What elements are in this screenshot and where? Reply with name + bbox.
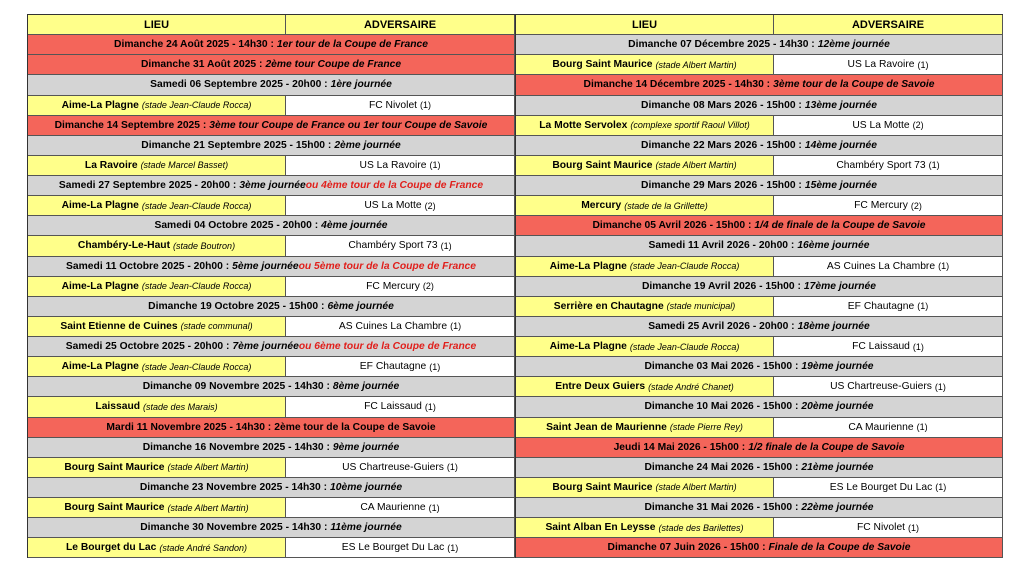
venue-stadium: (stade Jean-Claude Rocca)	[141, 281, 252, 292]
venue-cell	[28, 96, 286, 115]
date-cell	[516, 498, 1003, 517]
venue-place: Serrière en Chautagne	[553, 300, 664, 312]
match-date: Dimanche 08 Mars 2026 - 15h00 :	[641, 99, 802, 111]
opponent-cell	[774, 196, 1003, 215]
opponent-cell	[774, 55, 1003, 74]
match-label: 2ème journée	[334, 139, 401, 151]
venue-cell	[516, 478, 774, 497]
date-row	[28, 518, 515, 538]
venue-stadium: (stade communal)	[180, 321, 253, 332]
opponent-count: (2)	[424, 200, 436, 211]
date-row	[516, 176, 1003, 196]
venue-stadium: (stade Jean-Claude Rocca)	[141, 361, 252, 372]
match-label: 6ème journée	[327, 300, 394, 312]
match-label: 5ème journée	[232, 260, 299, 272]
opponent-name: ES Le Bourget Du Lac	[829, 481, 933, 493]
venue-cell	[516, 196, 774, 215]
opponent-name: US La Motte	[364, 200, 422, 212]
date-row	[516, 277, 1003, 297]
date-cell	[516, 438, 1003, 457]
match-date: Dimanche 24 Août 2025 - 14h30 :	[114, 39, 274, 51]
match-row	[516, 257, 1003, 277]
date-cell	[28, 297, 515, 316]
opponent-count: (1)	[917, 59, 929, 70]
date-cell	[28, 55, 515, 74]
venue-cell	[516, 257, 774, 276]
date-row	[28, 116, 515, 136]
venue-place: Le Bourget du Lac	[65, 542, 157, 554]
opponent-name: US Chartreuse-Guiers	[342, 461, 444, 473]
opponent-name: Chambéry Sport 73	[348, 240, 438, 252]
opponent-cell	[286, 96, 515, 115]
opponent-cell	[774, 257, 1003, 276]
date-cell	[28, 418, 515, 437]
match-label: 8ème journée	[332, 381, 400, 393]
header-adversaire: ADVERSAIRE	[774, 15, 1003, 34]
opponent-name: AS Cuines La Chambre	[338, 320, 448, 332]
match-date: Mardi 11 Novembre 2025 - 14h30 :	[106, 421, 272, 433]
match-date: Dimanche 24 Mai 2026 - 15h00 :	[644, 461, 799, 473]
match-label: 13ème journée	[804, 99, 877, 111]
venue-place: Saint Etienne de Cuines	[60, 320, 178, 332]
match-date: Samedi 25 Avril 2026 - 20h00 :	[648, 320, 795, 332]
venue-cell	[28, 357, 286, 376]
match-date: Samedi 27 Septembre 2025 - 20h00 :	[58, 180, 237, 192]
match-label: Finale de la Coupe de Savoie	[768, 542, 911, 554]
venue-place: La Motte Servolex	[539, 119, 628, 131]
match-label: 1/2 finale de la Coupe de Savoie	[748, 441, 905, 453]
venue-stadium: (stade des Marais)	[143, 401, 218, 412]
opponent-count: (1)	[916, 422, 928, 433]
date-cell	[28, 478, 515, 497]
date-cell	[28, 176, 515, 195]
date-cell	[516, 277, 1003, 296]
venue-cell	[28, 317, 286, 336]
venue-stadium: (stade André Sandon)	[159, 542, 248, 553]
date-cell	[516, 357, 1003, 376]
venue-place: Bourg Saint Maurice	[552, 59, 653, 71]
date-row	[516, 498, 1003, 518]
match-row	[28, 317, 515, 337]
match-label: 1ère journée	[330, 79, 392, 91]
venue-stadium: (stade Marcel Basset)	[140, 160, 229, 171]
match-extra: ou 5ème tour de la Coupe de France	[298, 260, 476, 272]
opponent-cell	[774, 518, 1003, 537]
opponent-count: (2)	[912, 120, 924, 131]
venue-stadium: (stade Albert Martin)	[655, 59, 737, 70]
match-date: Samedi 11 Octobre 2025 - 20h00 :	[66, 260, 230, 272]
opponent-cell	[774, 478, 1003, 497]
date-row	[516, 317, 1003, 337]
opponent-cell	[774, 337, 1003, 356]
opponent-cell	[774, 377, 1003, 396]
date-cell	[516, 317, 1003, 336]
opponent-name: FC Mercury	[366, 280, 420, 292]
opponent-name: ES Le Bourget Du Lac	[341, 542, 445, 554]
match-label: 2ème tour de la Coupe de Savoie	[274, 421, 436, 433]
date-row	[516, 438, 1003, 458]
match-label: 14ème journée	[804, 139, 877, 151]
venue-cell	[516, 337, 774, 356]
match-date: Dimanche 09 Novembre 2025 - 14h30 :	[142, 381, 330, 393]
date-row	[516, 397, 1003, 417]
match-row	[516, 196, 1003, 216]
match-label: 18ème journée	[797, 320, 870, 332]
venue-place: Aime-La Plagne	[549, 341, 627, 353]
schedule-rows-right	[516, 35, 1003, 558]
opponent-name: FC Laissaud	[852, 341, 910, 353]
date-cell	[516, 397, 1003, 416]
opponent-count: (1)	[450, 321, 462, 332]
date-cell	[28, 257, 515, 276]
date-cell	[516, 216, 1003, 235]
match-row	[28, 196, 515, 216]
venue-cell	[516, 377, 774, 396]
match-date: Dimanche 14 Décembre 2025 - 14h30 :	[583, 79, 771, 91]
date-cell	[28, 136, 515, 155]
venue-place: Bourg Saint Maurice	[64, 461, 165, 473]
opponent-name: CA Maurienne	[848, 421, 914, 433]
date-cell	[28, 438, 515, 457]
match-date: Samedi 11 Avril 2026 - 20h00 :	[648, 240, 795, 252]
match-label: 2ème tour Coupe de France	[265, 59, 402, 71]
opponent-count: (2)	[422, 281, 434, 292]
date-cell	[516, 176, 1003, 195]
date-row	[516, 96, 1003, 116]
match-row	[28, 236, 515, 256]
match-row	[516, 418, 1003, 438]
date-row	[516, 75, 1003, 95]
schedule-table-left	[27, 14, 515, 558]
date-row	[516, 236, 1003, 256]
venue-cell	[516, 55, 774, 74]
date-cell	[516, 236, 1003, 255]
date-row	[28, 297, 515, 317]
schedule-table-right	[515, 14, 1003, 558]
opponent-name: US Chartreuse-Guiers	[830, 381, 932, 393]
opponent-name: FC Nivolet	[856, 522, 906, 534]
match-date: Dimanche 21 Septembre 2025 - 15h00 :	[141, 139, 332, 151]
opponent-name: Chambéry Sport 73	[836, 159, 926, 171]
date-cell	[516, 538, 1003, 557]
venue-stadium: (stade Albert Martin)	[167, 462, 249, 473]
date-row	[28, 257, 515, 277]
opponent-count: (1)	[447, 542, 459, 553]
venue-place: Bourg Saint Maurice	[552, 481, 653, 493]
venue-cell	[516, 297, 774, 316]
match-date: Dimanche 03 Mai 2026 - 15h00 :	[644, 361, 799, 373]
header-adversaire: ADVERSAIRE	[286, 15, 515, 34]
match-row	[516, 377, 1003, 397]
opponent-count: (1)	[928, 160, 940, 171]
opponent-name: AS Cuines La Chambre	[826, 260, 936, 272]
venue-stadium: (complexe sportif Raoul Villot)	[630, 120, 750, 131]
venue-place: Aime-La Plagne	[61, 280, 139, 292]
match-date: Dimanche 31 Août 2025 :	[140, 59, 263, 71]
venue-place: Saint Jean de Maurienne	[546, 421, 667, 433]
venue-stadium: (stade Albert Martin)	[167, 502, 249, 513]
date-cell	[516, 458, 1003, 477]
date-cell	[28, 337, 515, 356]
match-label: 10ème journée	[330, 481, 403, 493]
opponent-count: (1)	[934, 381, 946, 392]
match-date: Dimanche 29 Mars 2026 - 15h00 :	[641, 180, 802, 192]
match-label: 4ème journée	[321, 220, 388, 232]
venue-cell	[28, 538, 286, 557]
date-cell	[516, 35, 1003, 54]
opponent-cell	[286, 196, 515, 215]
venue-stadium: (stade des Barilettes)	[658, 522, 744, 533]
match-label: 15ème journée	[804, 180, 877, 192]
venue-place: Chambéry-Le-Haut	[77, 240, 171, 252]
venue-stadium: (stade Jean-Claude Rocca)	[141, 100, 252, 111]
match-label: 1er tour de la Coupe de France	[276, 39, 428, 51]
date-cell	[28, 116, 515, 135]
venue-stadium: (stade André Chanet)	[648, 381, 734, 392]
date-row	[28, 438, 515, 458]
match-date: Dimanche 07 Décembre 2025 - 14h30 :	[628, 39, 815, 51]
match-date: Dimanche 10 Mai 2026 - 15h00 :	[644, 401, 799, 413]
venue-cell	[28, 156, 286, 175]
date-row	[28, 75, 515, 95]
venue-place: Aime-La Plagne	[549, 260, 627, 272]
match-label: 16ème journée	[797, 240, 870, 252]
opponent-cell	[286, 538, 515, 557]
venue-cell	[28, 236, 286, 255]
venue-cell	[516, 418, 774, 437]
date-row	[28, 418, 515, 438]
match-date: Dimanche 19 Octobre 2025 - 15h00 :	[148, 300, 325, 312]
opponent-name: US La Ravoire	[359, 159, 427, 171]
opponent-name: US La Motte	[852, 119, 910, 131]
match-label: 21ème journée	[801, 461, 874, 473]
opponent-count: (1)	[429, 361, 441, 372]
opponent-count: (1)	[917, 301, 929, 312]
opponent-count: (1)	[429, 160, 441, 171]
match-date: Samedi 04 Octobre 2025 - 20h00 :	[154, 220, 319, 232]
venue-stadium: (stade Jean-Claude Rocca)	[141, 200, 252, 211]
date-row	[516, 357, 1003, 377]
venue-place: Bourg Saint Maurice	[552, 159, 653, 171]
date-row	[28, 337, 515, 357]
venue-cell	[28, 498, 286, 517]
date-row	[28, 478, 515, 498]
opponent-count: (1)	[440, 240, 452, 251]
match-row	[516, 116, 1003, 136]
match-row	[28, 277, 515, 297]
opponent-count: (1)	[935, 482, 947, 493]
date-row	[28, 176, 515, 196]
match-row	[516, 297, 1003, 317]
match-row	[28, 397, 515, 417]
match-row	[28, 96, 515, 116]
opponent-cell	[286, 458, 515, 477]
date-row	[516, 136, 1003, 156]
venue-place: Laissaud	[95, 401, 141, 413]
match-label: 1/4 de finale de la Coupe de Savoie	[754, 220, 926, 232]
date-cell	[28, 75, 515, 94]
venue-place: La Ravoire	[84, 159, 138, 171]
opponent-cell	[774, 418, 1003, 437]
opponent-count: (1)	[938, 261, 950, 272]
date-row	[516, 538, 1003, 558]
opponent-cell	[286, 498, 515, 517]
match-date: Dimanche 31 Mai 2026 - 15h00 :	[644, 502, 799, 514]
venue-cell	[28, 458, 286, 477]
opponent-count: (1)	[908, 522, 920, 533]
match-label: 22ème journée	[801, 502, 874, 514]
date-cell	[516, 75, 1003, 94]
header-row	[28, 15, 515, 35]
match-label: 12ème journée	[817, 39, 890, 51]
venue-cell	[516, 518, 774, 537]
match-date: Jeudi 14 Mai 2026 - 15h00 :	[613, 441, 746, 453]
date-row	[28, 136, 515, 156]
match-label: 3ème tour de la Coupe de Savoie	[773, 79, 935, 91]
opponent-count: (1)	[912, 341, 924, 352]
match-date: Dimanche 14 Septembre 2025 :	[54, 119, 207, 131]
date-cell	[28, 35, 515, 54]
date-cell	[28, 377, 515, 396]
match-row	[28, 498, 515, 518]
date-row	[516, 216, 1003, 236]
match-date: Dimanche 22 Mars 2026 - 15h00 :	[641, 139, 802, 151]
opponent-cell	[286, 357, 515, 376]
venue-stadium: (stade Pierre Rey)	[669, 422, 743, 433]
venue-place: Aime-La Plagne	[61, 99, 139, 111]
match-row	[516, 518, 1003, 538]
match-row	[516, 478, 1003, 498]
opponent-cell	[774, 116, 1003, 135]
opponent-name: FC Nivolet	[368, 99, 418, 111]
match-row	[28, 458, 515, 478]
venue-stadium: (stade Jean-Claude Rocca)	[629, 341, 740, 352]
opponent-count: (1)	[446, 462, 458, 473]
match-date: Dimanche 30 Novembre 2025 - 14h30 :	[140, 522, 328, 534]
match-extra: ou 6ème tour de la Coupe de France	[298, 341, 477, 353]
opponent-cell	[774, 156, 1003, 175]
opponent-name: FC Laissaud	[364, 401, 422, 413]
match-label: 3ème journée	[239, 180, 306, 192]
venue-place: Mercury	[581, 200, 622, 212]
opponent-cell	[286, 156, 515, 175]
opponent-name: EF Chautagne	[359, 361, 427, 373]
opponent-count: (1)	[424, 401, 436, 412]
date-row	[516, 458, 1003, 478]
match-row	[28, 156, 515, 176]
date-row	[28, 377, 515, 397]
opponent-name: US La Ravoire	[847, 59, 915, 71]
venue-stadium: (stade Albert Martin)	[655, 160, 737, 171]
opponent-cell	[286, 317, 515, 336]
venue-place: Aime-La Plagne	[61, 200, 139, 212]
header-lieu: LIEU	[28, 15, 286, 34]
match-date: Dimanche 07 Juin 2026 - 15h00 :	[607, 542, 766, 554]
match-date: Dimanche 16 Novembre 2025 - 14h30 :	[142, 441, 330, 453]
opponent-name: CA Maurienne	[360, 502, 426, 514]
venue-cell	[28, 277, 286, 296]
match-row	[516, 55, 1003, 75]
venue-place: Bourg Saint Maurice	[64, 502, 165, 514]
venue-cell	[28, 397, 286, 416]
venue-stadium: (stade de la Grillette)	[624, 200, 708, 211]
match-date: Dimanche 05 Avril 2026 - 15h00 :	[592, 220, 752, 232]
opponent-name: FC Mercury	[854, 200, 908, 212]
venue-stadium: (stade Boutron)	[173, 240, 236, 251]
match-date: Dimanche 23 Novembre 2025 - 14h30 :	[139, 481, 328, 493]
date-row	[28, 55, 515, 75]
date-row	[28, 35, 515, 55]
venue-place: Saint Alban En Leysse	[545, 522, 656, 534]
opponent-count: (1)	[428, 502, 440, 513]
header-row	[516, 15, 1003, 35]
match-row	[516, 156, 1003, 176]
match-label: 3ème tour Coupe de France ou 1er tour Coupe de Savoie	[209, 119, 488, 131]
match-label: 17ème journée	[803, 280, 877, 292]
venue-place: Aime-La Plagne	[61, 361, 139, 373]
opponent-count: (1)	[420, 100, 432, 111]
schedule-rows-left	[28, 35, 515, 558]
date-cell	[28, 518, 515, 537]
match-row	[28, 538, 515, 558]
venue-cell	[516, 116, 774, 135]
date-row	[516, 35, 1003, 55]
date-cell	[28, 216, 515, 235]
match-label: 7ème journée	[232, 341, 299, 353]
opponent-name: EF Chautagne	[847, 300, 915, 312]
venue-cell	[516, 156, 774, 175]
date-cell	[516, 96, 1003, 115]
opponent-cell	[286, 236, 515, 255]
opponent-cell	[286, 397, 515, 416]
match-row	[28, 357, 515, 377]
venue-place: Entre Deux Guiers	[555, 381, 646, 393]
opponent-count: (2)	[910, 200, 922, 211]
match-label: 19ème journée	[801, 361, 874, 373]
match-extra: ou 4ème tour de la Coupe de France	[305, 180, 484, 192]
venue-stadium: (stade Jean-Claude Rocca)	[629, 261, 740, 272]
opponent-cell	[286, 277, 515, 296]
match-date: Samedi 25 Octobre 2025 - 20h00 :	[65, 341, 230, 353]
date-row	[28, 216, 515, 236]
venue-cell	[28, 196, 286, 215]
venue-stadium: (stade Albert Martin)	[655, 482, 737, 493]
header-lieu: LIEU	[516, 15, 774, 34]
match-label: 11ème journée	[330, 522, 402, 534]
match-row	[516, 337, 1003, 357]
match-label: 20ème journée	[801, 401, 874, 413]
match-date: Dimanche 19 Avril 2026 - 15h00 :	[641, 280, 801, 292]
opponent-cell	[774, 297, 1003, 316]
date-cell	[516, 136, 1003, 155]
match-label: 9ème journée	[332, 441, 400, 453]
venue-stadium: (stade municipal)	[666, 301, 736, 312]
match-date: Samedi 06 Septembre 2025 - 20h00 :	[150, 79, 328, 91]
